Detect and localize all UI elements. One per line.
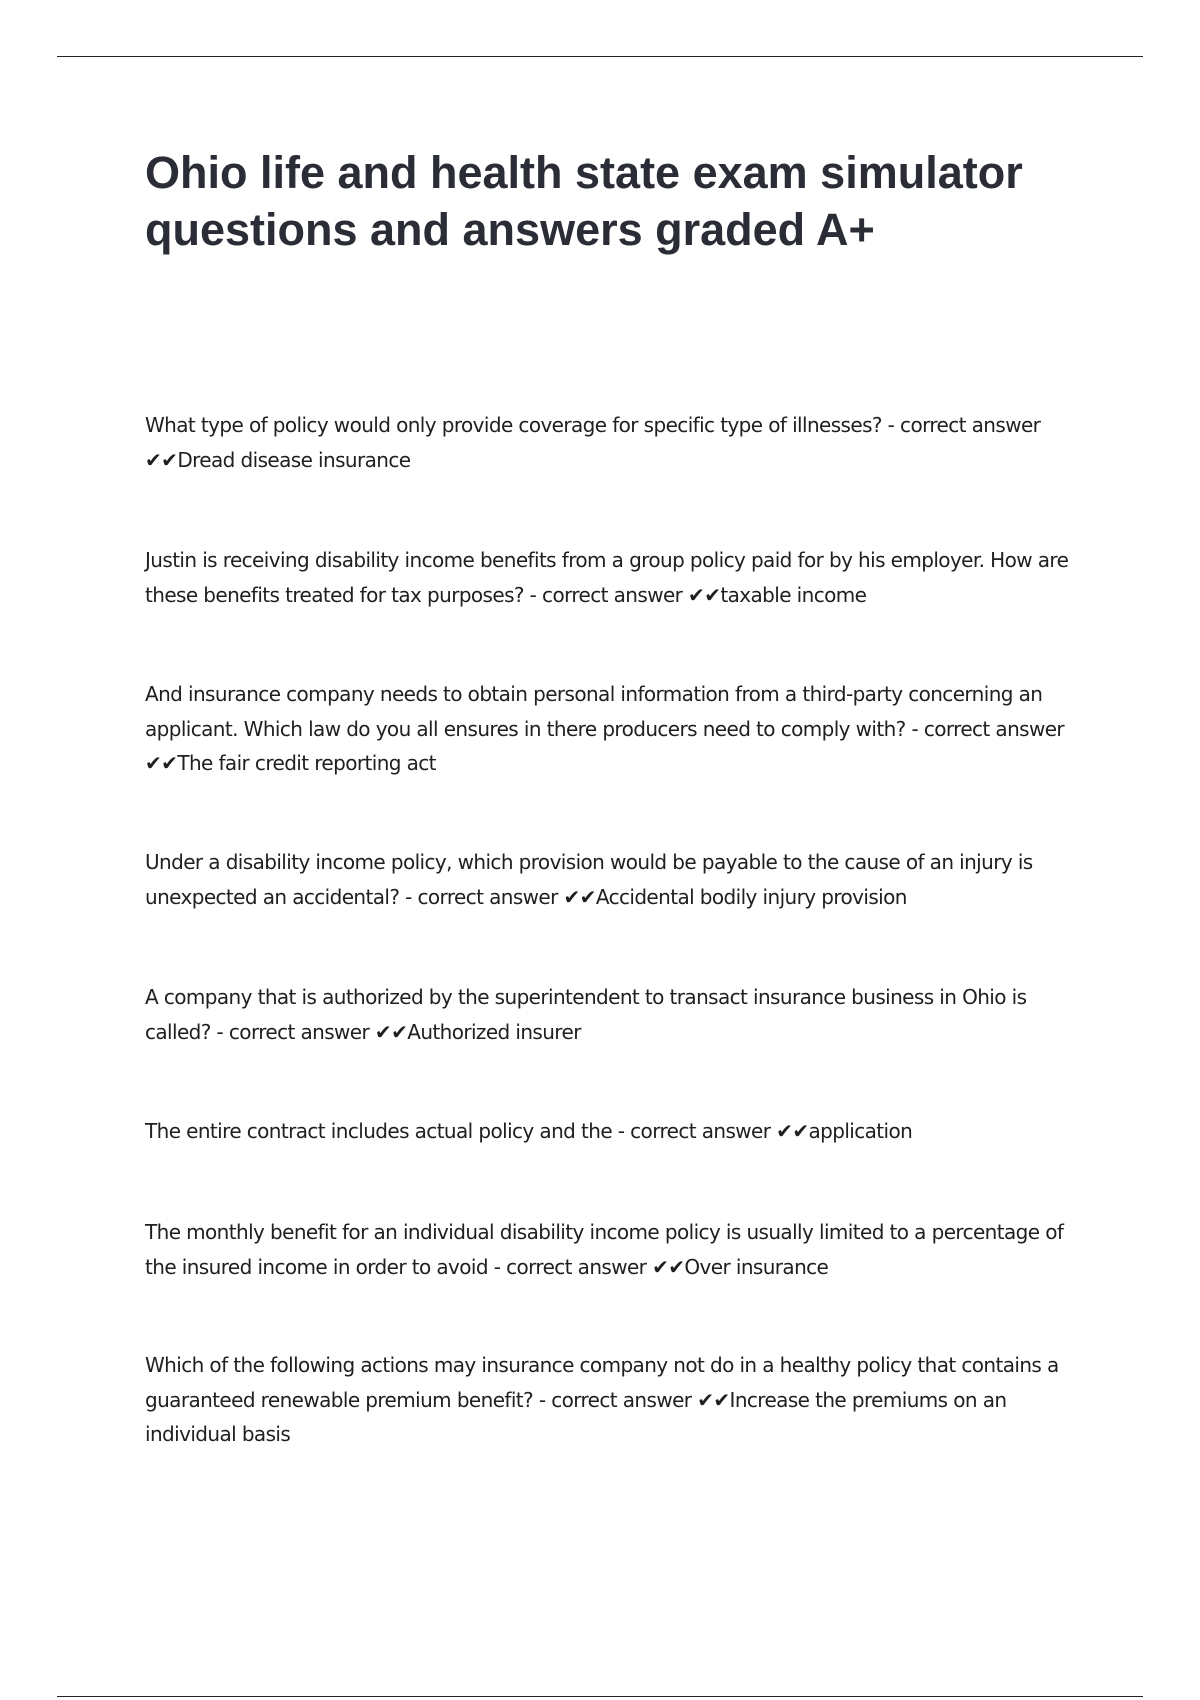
question-text: Under a disability income policy, which provision would be payable to the cause of an injury is unexpected an accidental?: [145, 850, 1033, 909]
answer-separator: - correct answer: [881, 413, 1041, 437]
answer-text: Accidental bodily injury provision: [595, 884, 907, 909]
check-icon: ✔✔: [374, 1019, 408, 1044]
qa-item-1: [145, 408, 1085, 477]
answer-text: Over insurance: [684, 1254, 829, 1279]
question-text: What type of policy would only provide coverage for specific type of illnesses?: [145, 413, 882, 437]
answer-separator: - correct answer: [533, 1387, 698, 1412]
question-text: The monthly benefit for an individual disability income policy is usually limited to a percentage of the insured income in order to avoid: [145, 1220, 1064, 1279]
answer-separator: - correct answer: [399, 884, 564, 909]
qa-item-2: [145, 543, 1085, 612]
answer-text: taxable income: [720, 582, 867, 607]
answer-separator: - correct answer: [210, 1019, 375, 1044]
qa-item-8: [145, 1348, 1085, 1452]
answer-separator: - correct answer: [612, 1119, 777, 1143]
qa-item-7: [145, 1215, 1085, 1284]
question-text: Justin is receiving disability income benefits from a group policy paid for by his employer. How are these benefits treated for tax purposes?: [145, 548, 1069, 607]
answer-text: Dread disease insurance: [177, 447, 411, 472]
document-title: Ohio life and health state exam simulator questions and answers graded A+: [145, 147, 1023, 255]
check-icon: ✔✔: [145, 751, 178, 775]
answer-separator: - correct answer: [523, 582, 689, 607]
qa-item-6: [145, 1114, 1085, 1149]
answer-text: Authorized insurer: [407, 1019, 581, 1044]
check-icon: ✔✔: [563, 884, 596, 909]
question-text: And insurance company needs to obtain personal information from a third-party concerning an applicant. Which law do you all ensures in there producers need to comply with?: [145, 682, 1043, 741]
qa-item-3: [145, 677, 1085, 781]
top-divider: [57, 56, 1143, 57]
answer-separator: - correct answer: [487, 1254, 653, 1279]
check-icon: ✔✔: [652, 1254, 685, 1279]
answer-text: The fair credit reporting act: [177, 751, 436, 775]
bottom-divider: [57, 1696, 1143, 1697]
answer-text: Increase the premiums on an individual basis: [145, 1387, 1007, 1446]
answer-separator: - correct answer: [905, 716, 1065, 741]
check-icon: ✔✔: [776, 1119, 809, 1143]
question-text: The entire contract includes actual policy and the: [145, 1119, 613, 1143]
check-icon: ✔✔: [697, 1387, 730, 1412]
answer-text: application: [808, 1119, 913, 1143]
check-icon: ✔✔: [688, 582, 721, 607]
check-icon: ✔✔: [145, 447, 178, 472]
question-text: A company that is authorized by the superintendent to transact insurance business in Ohio is called?: [145, 985, 1027, 1044]
question-text: Which of the following actions may insurance company not do in a healthy policy that contains a guaranteed renewable premium benefit?: [145, 1353, 1059, 1412]
qa-item-5: [145, 980, 1085, 1049]
qa-item-4: [145, 845, 1085, 914]
